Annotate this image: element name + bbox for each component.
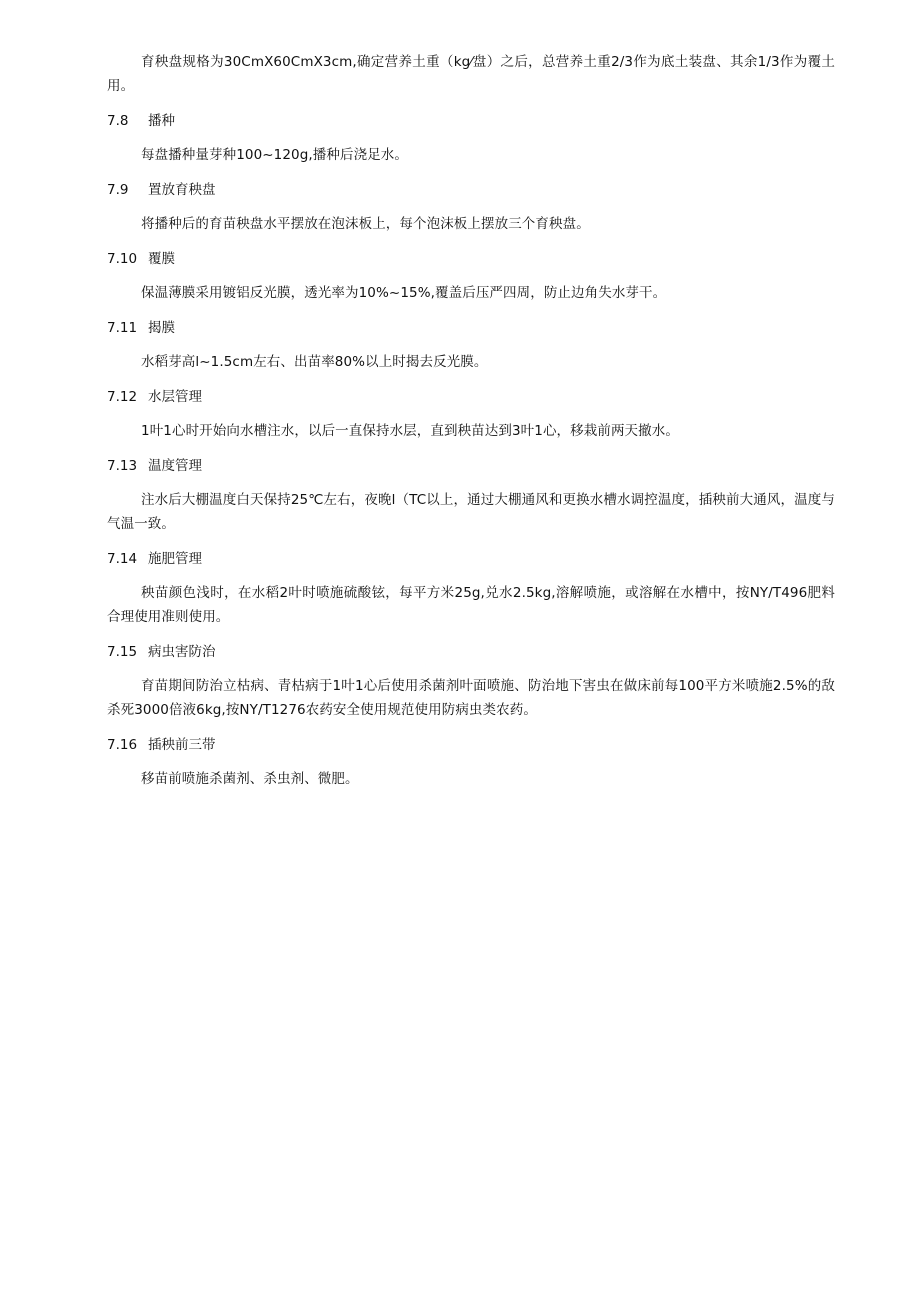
section-heading-7-11 — [107, 316, 835, 340]
section-number: 7.16 — [107, 737, 138, 753]
paragraph-film-covering: 保温薄膜采用镀铝反光膜，透光率为10%~15%,覆盖后压严四周，防止边角失水芽干。 — [141, 285, 667, 301]
section-title: 置放育秧盘 — [148, 182, 216, 198]
paragraph-seedling-tray-spec: 育秧盘规格为30CmX60CmX3cm,确定营养土重（kg⁄盘）之后，总营养土重2/3作为底土装盘、其余1/3作为覆土用。 — [107, 54, 835, 94]
section-number: 7.9 — [107, 182, 129, 198]
paragraph-fertilizer-management: 秧苗颜色浅时，在水稻2叶时喷施硫酸铉，每平方米25g,兑水2.5kg,溶解喷施，或溶解在水槽中，按NY/T496肥料合理使用准则使用。 — [107, 585, 835, 625]
section-number: 7.11 — [107, 320, 138, 336]
section-heading-7-13 — [107, 454, 835, 478]
paragraph-temperature-management: 注水后大棚温度白天保持25℃左右，夜晚l（TC以上，通过大棚通风和更换水槽水调控温度，插秧前大通风，温度与气温一致。 — [107, 492, 835, 532]
section-heading-7-9 — [107, 178, 835, 202]
section-title: 施肥管理 — [148, 551, 202, 567]
section-title: 温度管理 — [148, 458, 202, 474]
section-title: 覆膜 — [148, 251, 175, 267]
section-title: 水层管理 — [148, 389, 202, 405]
section-number: 7.12 — [107, 389, 138, 405]
section-number: 7.10 — [107, 251, 138, 267]
document-body — [107, 50, 835, 802]
section-number: 7.14 — [107, 551, 138, 567]
section-number: 7.8 — [107, 113, 129, 129]
section-heading-7-8 — [107, 109, 835, 133]
section-number: 7.13 — [107, 458, 138, 474]
paragraph-tray-placement: 将播种后的育苗秧盘水平摆放在泡沫板上，每个泡沫板上摆放三个育秧盘。 — [141, 216, 590, 232]
section-title: 病虫害防治 — [148, 644, 216, 660]
paragraph-pest-control: 育苗期间防治立枯病、青枯病于1叶1心后使用杀菌剂叶面喷施、防治地下害虫在做床前每100平方米喷施2.5%的敌杀死3000倍液6kg,按NY/T1276农药安全使用规范使用防病虫类农药。 — [107, 678, 835, 718]
section-title: 播种 — [148, 113, 175, 129]
section-heading-7-16 — [107, 733, 835, 757]
section-title: 插秧前三带 — [148, 737, 216, 753]
section-heading-7-12 — [107, 385, 835, 409]
paragraph-pre-transplant: 移苗前喷施杀菌剂、杀虫剂、微肥。 — [141, 771, 359, 787]
section-heading-7-15 — [107, 640, 835, 664]
paragraph-film-removal: 水稻芽高l~1.5cm左右、出苗率80%以上时揭去反光膜。 — [141, 354, 488, 370]
paragraph-water-management: 1叶1心时开始向水槽注水，以后一直保持水层，直到秧苗达到3叶1心，移栽前两天撤水。 — [141, 423, 679, 439]
section-title: 揭膜 — [148, 320, 175, 336]
section-heading-7-14 — [107, 547, 835, 571]
section-heading-7-10 — [107, 247, 835, 271]
section-number: 7.15 — [107, 644, 138, 660]
paragraph-sowing: 每盘播种量芽种100~120g,播种后浇足水。 — [141, 147, 409, 163]
